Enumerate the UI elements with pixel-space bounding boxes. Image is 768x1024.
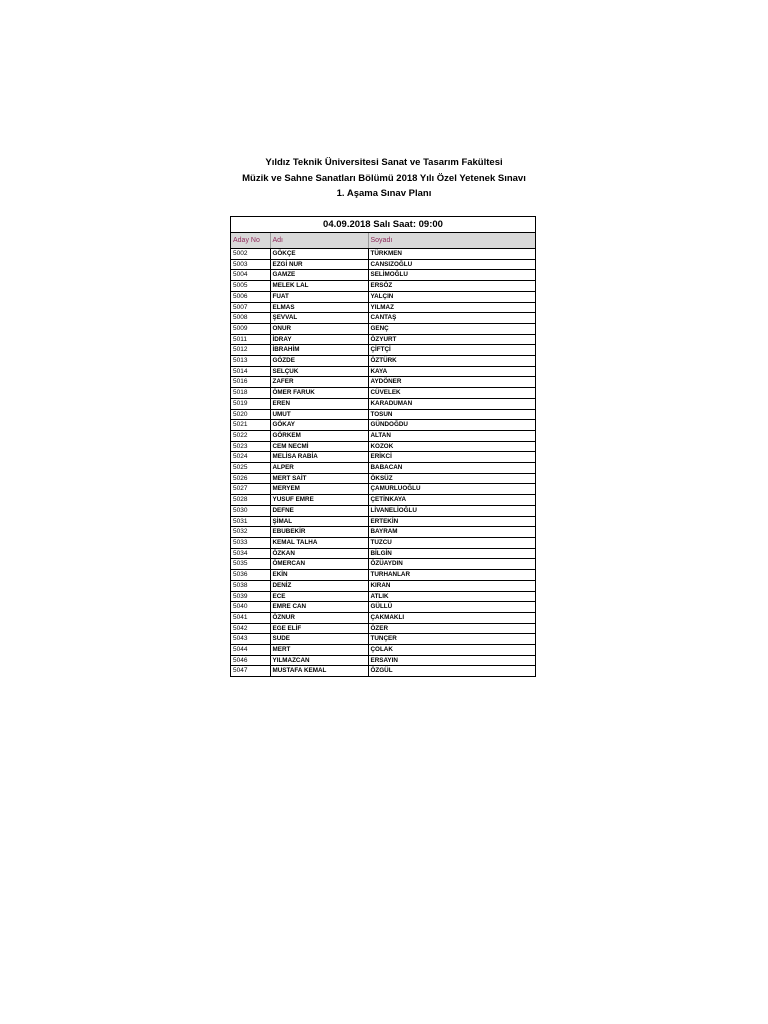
cell-last-name: CANTAŞ [368, 313, 535, 324]
stage-title: 1. Aşama Sınav Planı [336, 188, 432, 199]
table-row [231, 291, 535, 302]
cell-last-name: KOZOK [368, 441, 535, 452]
cell-first-name: EBUBEKİR [270, 527, 368, 538]
cell-candidate-no: 5026 [231, 473, 270, 484]
cell-candidate-no: 5004 [231, 270, 270, 281]
cell-candidate-no: 5002 [231, 249, 270, 260]
cell-first-name: MUSTAFA KEMAL [270, 666, 368, 676]
cell-last-name: TOSUN [368, 409, 535, 420]
table-row [231, 612, 535, 623]
cell-first-name: CEM NECMİ [270, 441, 368, 452]
cell-first-name: GAMZE [270, 270, 368, 281]
cell-last-name: ÖKSÜZ [368, 473, 535, 484]
cell-last-name: ERİKCİ [368, 452, 535, 463]
cell-last-name: TUZCU [368, 537, 535, 548]
cell-last-name: YALÇIN [368, 291, 535, 302]
cell-last-name: YILMAZ [368, 302, 535, 313]
cell-first-name: GÖKÇE [270, 249, 368, 260]
cell-first-name: ALPER [270, 463, 368, 474]
cell-last-name: ERTEKİN [368, 516, 535, 527]
cell-candidate-no: 5038 [231, 580, 270, 591]
table-row [231, 591, 535, 602]
table-row [231, 420, 535, 431]
cell-last-name: ÇETİNKAYA [368, 495, 535, 506]
table-row [231, 655, 535, 666]
table-row [231, 666, 535, 676]
cell-first-name: DENİZ [270, 580, 368, 591]
table-row [231, 270, 535, 281]
cell-candidate-no: 5035 [231, 559, 270, 570]
cell-candidate-no: 5003 [231, 259, 270, 270]
cell-last-name: SELİMOĞLU [368, 270, 535, 281]
cell-first-name: SELÇUK [270, 366, 368, 377]
table-row [231, 323, 535, 334]
cell-first-name: MELEK LAL [270, 281, 368, 292]
cell-candidate-no: 5027 [231, 484, 270, 495]
cell-candidate-no: 5042 [231, 623, 270, 634]
cell-candidate-no: 5008 [231, 313, 270, 324]
cell-first-name: ŞİMAL [270, 516, 368, 527]
cell-first-name: EZGİ NUR [270, 259, 368, 270]
table-row [231, 249, 535, 260]
cell-candidate-no: 5021 [231, 420, 270, 431]
cell-first-name: MERT [270, 645, 368, 656]
cell-candidate-no: 5014 [231, 366, 270, 377]
cell-last-name: TUNÇER [368, 634, 535, 645]
cell-last-name: GENÇ [368, 323, 535, 334]
cell-first-name: MERT SAİT [270, 473, 368, 484]
table-row [231, 345, 535, 356]
cell-candidate-no: 5022 [231, 430, 270, 441]
table-row [231, 537, 535, 548]
cell-candidate-no: 5023 [231, 441, 270, 452]
cell-last-name: KAYA [368, 366, 535, 377]
cell-candidate-no: 5012 [231, 345, 270, 356]
cell-first-name: ÖMER FARUK [270, 388, 368, 399]
cell-candidate-no: 5039 [231, 591, 270, 602]
cell-candidate-no: 5007 [231, 302, 270, 313]
table-row [231, 645, 535, 656]
table-row [231, 430, 535, 441]
table-row [231, 495, 535, 506]
cell-first-name: EGE ELİF [270, 623, 368, 634]
table-row [231, 484, 535, 495]
table-row [231, 580, 535, 591]
table-row [231, 452, 535, 463]
exam-title: Müzik ve Sahne Sanatları Bölümü 2018 Yılı Özel Yetenek Sınavı [242, 172, 526, 184]
cell-candidate-no: 5034 [231, 548, 270, 559]
table-row [231, 398, 535, 409]
cell-last-name: ÇOLAK [368, 645, 535, 656]
table-row [231, 527, 535, 538]
table-row [231, 441, 535, 452]
cell-last-name: GÜLLÜ [368, 602, 535, 613]
cell-candidate-no: 5019 [231, 398, 270, 409]
table-row [231, 388, 535, 399]
exam-schedule-table [230, 216, 536, 677]
cell-candidate-no: 5046 [231, 655, 270, 666]
cell-candidate-no: 5018 [231, 388, 270, 399]
table-row [231, 259, 535, 270]
table-row [231, 473, 535, 484]
cell-first-name: ÖZNUR [270, 612, 368, 623]
cell-last-name: ÖZGÜL [370, 667, 393, 675]
cell-last-name: ÖZTÜRK [368, 356, 535, 367]
cell-last-name: KARADUMAN [368, 398, 535, 409]
table-row [231, 409, 535, 420]
cell-last-name: ÖZYURT [368, 334, 535, 345]
cell-first-name: FUAT [270, 291, 368, 302]
cell-candidate-no: 5033 [231, 537, 270, 548]
cell-candidate-no: 5047 [231, 666, 270, 676]
cell-first-name: İDRAY [270, 334, 368, 345]
cell-last-name: ÇAMURLUOĞLU [368, 484, 535, 495]
cell-last-name: CANSIZOĞLU [368, 259, 535, 270]
table-row [231, 377, 535, 388]
cell-first-name: EMRE CAN [270, 602, 368, 613]
cell-candidate-no: 5040 [231, 602, 270, 613]
cell-first-name: YUSUF EMRE [270, 495, 368, 506]
cell-last-name: AYDÖNER [368, 377, 535, 388]
cell-last-name: BİLGİN [368, 548, 535, 559]
cell-candidate-no: 5031 [231, 516, 270, 527]
cell-candidate-no: 5030 [231, 505, 270, 516]
table-row [231, 302, 535, 313]
cell-first-name: ŞEVVAL [270, 313, 368, 324]
cell-candidate-no: 5041 [231, 612, 270, 623]
cell-last-name: ERSAYIN [368, 655, 535, 666]
cell-first-name: GÖRKEM [270, 430, 368, 441]
cell-first-name: SUDE [270, 634, 368, 645]
cell-first-name: UMUT [270, 409, 368, 420]
table-row [231, 463, 535, 474]
cell-last-name: ÇİFTÇİ [368, 345, 535, 356]
cell-first-name: MERYEM [270, 484, 368, 495]
cell-candidate-no: 5016 [231, 377, 270, 388]
faculty-title: Yıldız Teknik Üniversitesi Sanat ve Tasarım Fakültesi [265, 157, 503, 168]
table-row [231, 559, 535, 570]
cell-last-name: ÖZER [368, 623, 535, 634]
column-header-last-name: Soyadı [368, 233, 535, 249]
cell-last-name: ERSÖZ [368, 281, 535, 292]
table-row [231, 313, 535, 324]
cell-first-name: ELMAS [270, 302, 368, 313]
cell-last-name: CÜVELEK [368, 388, 535, 399]
cell-candidate-no: 5036 [231, 570, 270, 581]
cell-last-name: TURHANLAR [368, 570, 535, 581]
table-row [231, 334, 535, 345]
table-row [231, 570, 535, 581]
cell-last-name: ATLIK [368, 591, 535, 602]
table-row [231, 516, 535, 527]
cell-first-name: DEFNE [270, 505, 368, 516]
cell-candidate-no: 5013 [231, 356, 270, 367]
cell-last-name: BABACAN [368, 463, 535, 474]
cell-first-name: ÖZKAN [270, 548, 368, 559]
cell-candidate-no: 5020 [231, 409, 270, 420]
table-row [231, 505, 535, 516]
cell-first-name: YILMAZCAN [270, 655, 368, 666]
cell-last-name: BAYRAM [368, 527, 535, 538]
table-row [231, 602, 535, 613]
cell-first-name: GÖZDE [270, 356, 368, 367]
cell-candidate-no: 5025 [231, 463, 270, 474]
session-date-time: 04.09.2018 Salı Saat: 09:00 [231, 217, 535, 233]
cell-first-name: MELİSA RABİA [270, 452, 368, 463]
cell-candidate-no: 5044 [231, 645, 270, 656]
cell-first-name: ÖMERCAN [270, 559, 368, 570]
cell-candidate-no: 5006 [231, 291, 270, 302]
column-header-first-name: Adı [270, 233, 368, 249]
cell-first-name: İBRAHİM [270, 345, 368, 356]
cell-first-name: KEMAL TALHA [270, 537, 368, 548]
cell-last-name: GÜNDOĞDU [368, 420, 535, 431]
cell-candidate-no: 5005 [231, 281, 270, 292]
cell-candidate-no: 5009 [231, 323, 270, 334]
table-row [231, 634, 535, 645]
column-header-candidate-no: Aday No [231, 233, 270, 249]
table-row [231, 366, 535, 377]
cell-first-name: EREN [270, 398, 368, 409]
cell-first-name: EKİN [270, 570, 368, 581]
cell-candidate-no: 5028 [231, 495, 270, 506]
cell-candidate-no: 5043 [231, 634, 270, 645]
cell-last-name: ÖZÜAYDIN [368, 559, 535, 570]
table-row [231, 356, 535, 367]
candidate-table [231, 233, 535, 676]
cell-first-name: GÖKAY [270, 420, 368, 431]
document-heading [0, 155, 768, 202]
cell-first-name: ONUR [270, 323, 368, 334]
cell-last-name: KIRAN [368, 580, 535, 591]
cell-last-name: ÇAKMAKLI [368, 612, 535, 623]
cell-candidate-no: 5011 [231, 334, 270, 345]
candidate-rows [231, 249, 535, 677]
table-row [231, 548, 535, 559]
cell-candidate-no: 5032 [231, 527, 270, 538]
cell-first-name: ECE [270, 591, 368, 602]
cell-last-name: LİVANELİOĞLU [368, 505, 535, 516]
cell-last-name: ALTAN [368, 430, 535, 441]
cell-candidate-no: 5024 [231, 452, 270, 463]
table-row [231, 623, 535, 634]
cell-first-name: ZAFER [270, 377, 368, 388]
table-row [231, 281, 535, 292]
header-row [231, 233, 535, 249]
cell-last-name: TÜRKMEN [368, 249, 535, 260]
